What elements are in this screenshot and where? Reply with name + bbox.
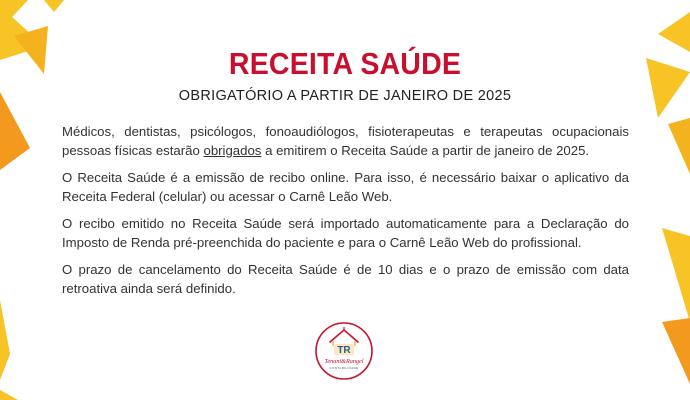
paragraph-3: O recibo emitido no Receita Saúde será importado automaticamente para a Declaração do Imposto de Renda pré-preenchida do paciente e para o Carnê Leão Web do profissional. — [62, 216, 629, 250]
logo-name: Tenani&Rangel — [324, 358, 364, 365]
page-title: RECEITA SAÚDE — [228, 46, 462, 81]
paragraph-1-text-end: a emitirem o Receita Saúde a partir de janeiro de 2025. — [261, 143, 590, 158]
paragraph-4: O prazo de cancelamento do Receita Saúde é de 10 dias e o prazo de emissão com data retroativa ainda será definido. — [62, 262, 629, 296]
paragraph-1-text-start: Médicos, dentistas, psicólogos, fonoaudiólogos, fisioterapeutas e terapeutas ocupacionais pessoas físicas estarão — [62, 124, 629, 158]
paragraph-1-underlined-word: obrigados — [203, 143, 262, 158]
company-logo — [314, 321, 374, 381]
logo-tagline: CONTABILIDADE — [329, 366, 359, 370]
logo-initials: TR — [337, 345, 351, 356]
paragraph-1 — [62, 122, 629, 160]
page-subtitle: OBRIGATÓRIO A PARTIR DE JANEIRO DE 2025 — [178, 88, 512, 104]
paragraph-2: O Receita Saúde é a emissão de recibo online. Para isso, é necessário baixar o aplicativo da Receita Federal (celular) ou acessar o Carnê Leão Web. — [62, 170, 629, 204]
